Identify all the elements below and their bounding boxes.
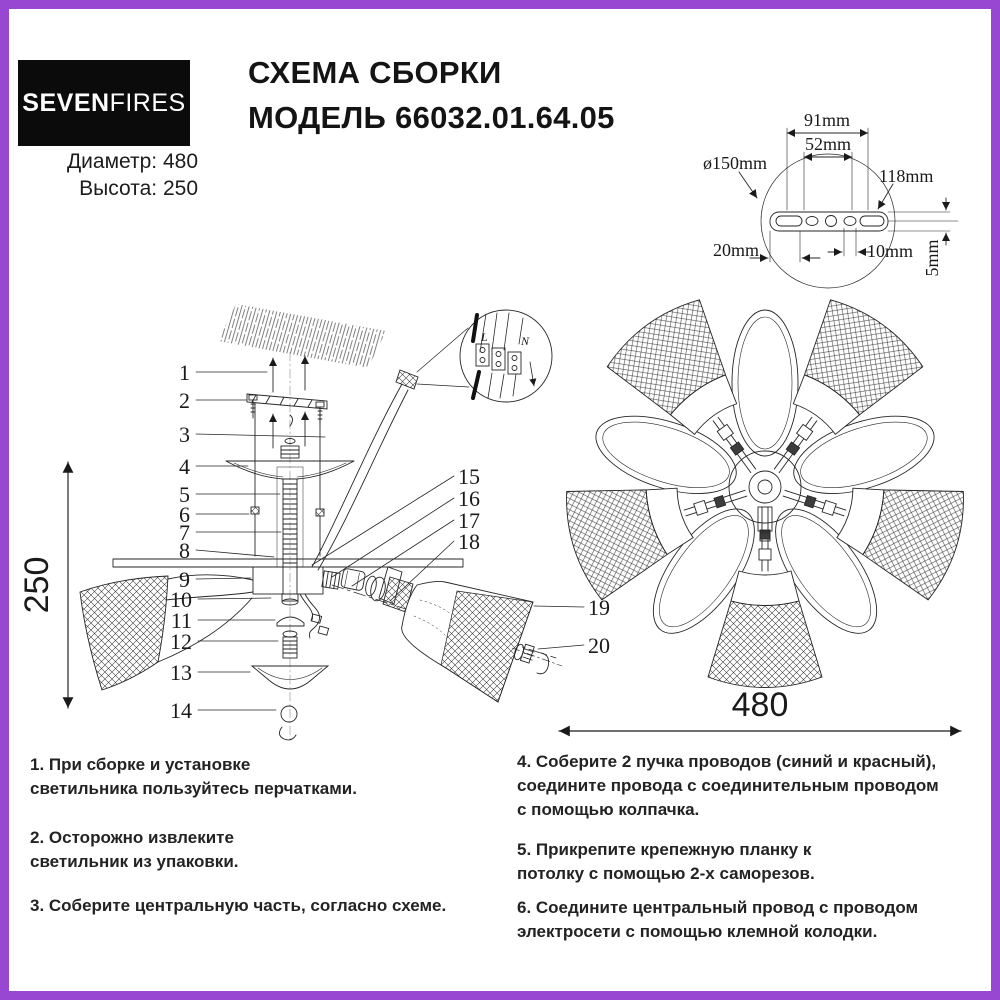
side-view — [68, 304, 584, 742]
part-label-3: 3 — [179, 422, 190, 447]
part-label-13: 13 — [170, 660, 192, 685]
dim-52mm: 52mm — [804, 134, 852, 154]
instruction-5: 5. Прикрепите крепежную планку к потолку с помощью 2-х саморезов. — [517, 840, 815, 883]
part-label-2: 2 — [179, 388, 190, 413]
dim-91mm: 91mm — [803, 110, 851, 130]
part-label-1: 1 — [179, 360, 190, 385]
instructions-left — [30, 753, 500, 918]
instruction-4: 4. Соберите 2 пучка проводов (синий и красный), соедините провода с соединительным проводом с помощью колпачка. — [517, 752, 939, 819]
width-dimension: 480 — [731, 686, 789, 724]
part-label-6: 6 — [179, 502, 190, 527]
part-label-16: 16 — [458, 486, 480, 511]
part-label-8: 8 — [179, 538, 190, 563]
part-label-18: 18 — [458, 529, 480, 554]
part-label-9: 9 — [179, 567, 190, 592]
spec-diameter: Диаметр: 480 — [66, 150, 198, 173]
part-label-5: 5 — [179, 482, 190, 507]
instruction-1: 1. При сборке и установке светильника пользуйтесь перчатками. — [30, 755, 357, 798]
width-dimension-group — [559, 686, 961, 731]
page-title-line1: СХЕМА СБОРКИ — [248, 55, 502, 90]
dim-5mm: 5mm — [922, 239, 942, 277]
brand-logo-bold: SEVEN — [22, 88, 110, 117]
part-label-12: 12 — [170, 629, 192, 654]
instruction-2: 2. Осторожно извлеките светильник из упаковки. — [30, 828, 239, 871]
terminal-n-label: N — [521, 334, 530, 348]
dim-20mm: 20mm — [712, 240, 760, 260]
dim-118mm: 118mm — [879, 166, 934, 186]
part-label-15: 15 — [458, 464, 480, 489]
instruction-6: 6. Соедините центральный провод с проводом электросети с помощью клемной колодки. — [517, 898, 919, 941]
dim-150mm: ø150mm — [703, 153, 768, 173]
dim-10mm: 10mm — [866, 241, 914, 261]
part-label-7: 7 — [179, 520, 190, 545]
top-view — [557, 291, 974, 687]
instructions-right — [517, 750, 987, 944]
bracket-dimension-labels — [703, 110, 942, 277]
side-shade-left — [80, 576, 168, 690]
spec-height: Высота: 250 — [79, 177, 198, 200]
part-label-17: 17 — [458, 508, 480, 533]
ceiling-hatch — [218, 304, 386, 368]
instruction-3: 3. Соберите центральную часть, согласно схеме. — [30, 896, 447, 915]
terminal-l-label: L — [481, 330, 488, 344]
top-shades — [557, 291, 974, 687]
wiring-detail — [473, 313, 534, 398]
part-label-4: 4 — [179, 454, 190, 479]
brand-logo-light: FIRES — [109, 88, 186, 117]
page-title-line2: МОДЕЛЬ 66032.01.64.05 — [248, 100, 615, 135]
part-label-11: 11 — [170, 608, 192, 633]
part-label-20: 20 — [588, 633, 610, 658]
part-label-10: 10 — [170, 587, 192, 612]
part-label-19: 19 — [588, 595, 610, 620]
height-dimension: 250 — [18, 556, 56, 614]
part-label-14: 14 — [170, 698, 192, 723]
